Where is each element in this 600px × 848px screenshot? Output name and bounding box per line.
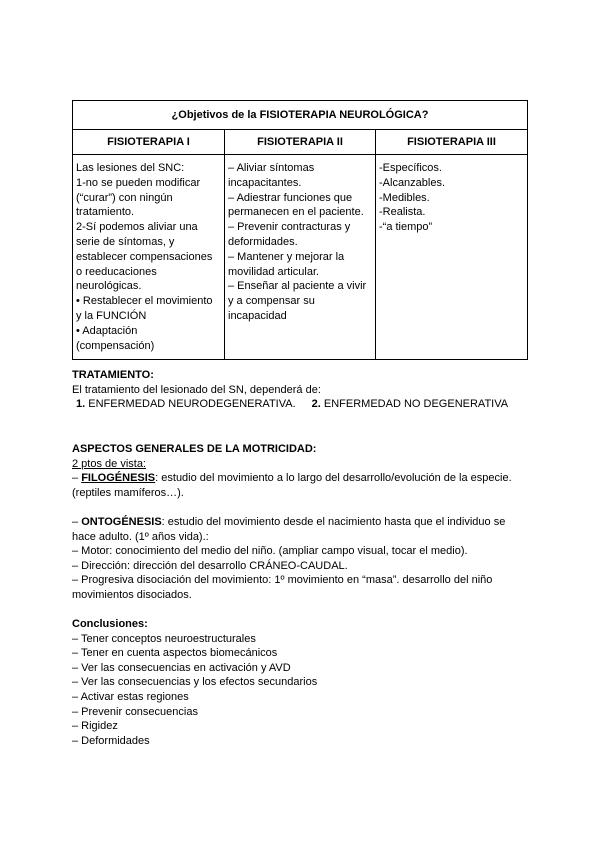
- conclusion-item: – Tener conceptos neuroestructurales: [72, 632, 256, 645]
- option-1-text: ENFERMEDAD NEURODEGENERATIVA.: [88, 398, 296, 411]
- cell-line: permanecen en el paciente.: [228, 206, 364, 219]
- cell-line: Las lesiones del SNC:: [76, 162, 185, 174]
- table-caption: ¿Objetivos de la FISIOTERAPIA NEUROLÓGICA?: [73, 101, 528, 130]
- cell-line: deformidades.: [228, 235, 298, 248]
- tratamiento-section: [72, 368, 542, 412]
- option-1-number: 1.: [76, 398, 86, 411]
- cell-line: incapacidad: [228, 309, 287, 322]
- conclusion-item: – Activar estas regiones: [72, 690, 189, 703]
- conclusion-item: – Ver las consecuencias en activación y AVD: [72, 661, 291, 674]
- ontogenesis-text: : estudio del movimiento desde el nacimiento hasta que el individuo se: [161, 515, 506, 528]
- conclusiones-heading: Conclusiones:: [72, 618, 148, 630]
- ontogenesis-item: – Dirección: dirección del desarrollo CRÁNEO-CAUDAL.: [72, 559, 348, 572]
- cell-line: (“curar”) con ningún: [76, 191, 173, 204]
- filogenesis-text: : estudio del movimiento a lo largo del desarrollo/evolución de la especie.: [155, 472, 512, 485]
- header-fisioterapia-3: FISIOTERAPIA III: [376, 130, 528, 155]
- ontogenesis-item: – Progresiva disociación del movimiento: 1º movimiento en “masa”. desarrollo del niño: [72, 574, 493, 587]
- cell-line: incapacitantes.: [228, 176, 302, 189]
- cell-line: – Enseñar al paciente a vivir: [228, 280, 367, 293]
- cell-line: -“a tiempo”: [379, 221, 433, 234]
- cell-line: – Prevenir contracturas y: [228, 221, 351, 234]
- cell-line: (compensación): [76, 339, 155, 352]
- cell-line: -Medibles.: [379, 191, 430, 204]
- aspectos-heading: ASPECTOS GENERALES DE LA MOTRICIDAD:: [72, 443, 317, 455]
- conclusion-item: – Tener en cuenta aspectos biomecánicos: [72, 647, 278, 660]
- objectives-table: [72, 100, 528, 360]
- cell-line: movilidad articular.: [228, 265, 320, 278]
- cell-line: • Adaptación: [76, 324, 138, 337]
- conclusion-item: – Deformidades: [72, 734, 150, 747]
- cell-line: 2-Sí podemos aliviar una: [76, 221, 198, 234]
- option-2-text: ENFERMEDAD NO DEGENERATIVA: [323, 398, 509, 411]
- cell-line: o reeducaciones: [76, 265, 157, 278]
- filogenesis-line-2: (reptiles mamíferos…).: [72, 486, 184, 499]
- tratamiento-options: [72, 397, 542, 412]
- cell-line: tratamiento.: [76, 206, 135, 219]
- cell-line: y a compensar su: [228, 295, 315, 308]
- cell-line: – Adiestrar funciones que: [228, 191, 353, 204]
- cell-line: neurológicas.: [76, 280, 142, 293]
- tratamiento-intro: El tratamiento del lesionado del SN, dependerá de:: [72, 383, 321, 396]
- ontogenesis-item: movimientos disociados.: [72, 588, 192, 601]
- cell-line: -Realista.: [379, 206, 426, 219]
- cell-fisioterapia-1: [73, 155, 225, 360]
- ontogenesis-item: – Motor: conocimiento del medio del niño. (ampliar campo visual, tocar el medio).: [72, 545, 468, 558]
- cell-fisioterapia-2: [225, 155, 376, 360]
- conclusion-item: – Prevenir consecuencias: [72, 705, 198, 718]
- cell-line: 1-no se pueden modificar: [76, 176, 201, 189]
- ontogenesis-line-2: hace adulto. (1º años vida).:: [72, 530, 209, 543]
- filogenesis-line: – FILOGÉNESIS: estudio del movimiento a lo largo del desarrollo/evolución de la especie.: [72, 472, 512, 485]
- cell-line: serie de síntomas, y: [76, 235, 175, 248]
- ontogenesis-line: – ONTOGÉNESIS: estudio del movimiento desde el nacimiento hasta que el individuo se: [72, 515, 506, 528]
- cell-line: -Específicos.: [379, 162, 442, 174]
- conclusiones-section: [72, 617, 542, 748]
- ontogenesis-label: ONTOGÉNESIS: [81, 515, 162, 528]
- header-fisioterapia-2: FISIOTERAPIA II: [225, 130, 376, 155]
- conclusion-item: – Ver las consecuencias y los efectos secundarios: [72, 676, 318, 689]
- tratamiento-heading: TRATAMIENTO:: [72, 369, 154, 381]
- cell-line: -Alcanzables.: [379, 176, 446, 189]
- cell-line: • Restablecer el movimiento: [76, 295, 213, 308]
- cell-line: – Aliviar síntomas: [228, 162, 315, 174]
- aspectos-section: [72, 442, 542, 603]
- option-2-number: 2.: [311, 398, 321, 411]
- cell-line: y la FUNCIÓN: [76, 309, 147, 322]
- conclusion-item: – Rigidez: [72, 720, 118, 733]
- cell-line: establecer compensaciones: [76, 250, 213, 263]
- filogenesis-label: FILOGÉNESIS: [81, 472, 156, 485]
- header-fisioterapia-1: FISIOTERAPIA I: [73, 130, 225, 155]
- cell-fisioterapia-3: [376, 155, 528, 360]
- cell-line: – Mantener y mejorar la: [228, 250, 345, 263]
- aspectos-subheading: 2 ptos de vista:: [72, 457, 146, 470]
